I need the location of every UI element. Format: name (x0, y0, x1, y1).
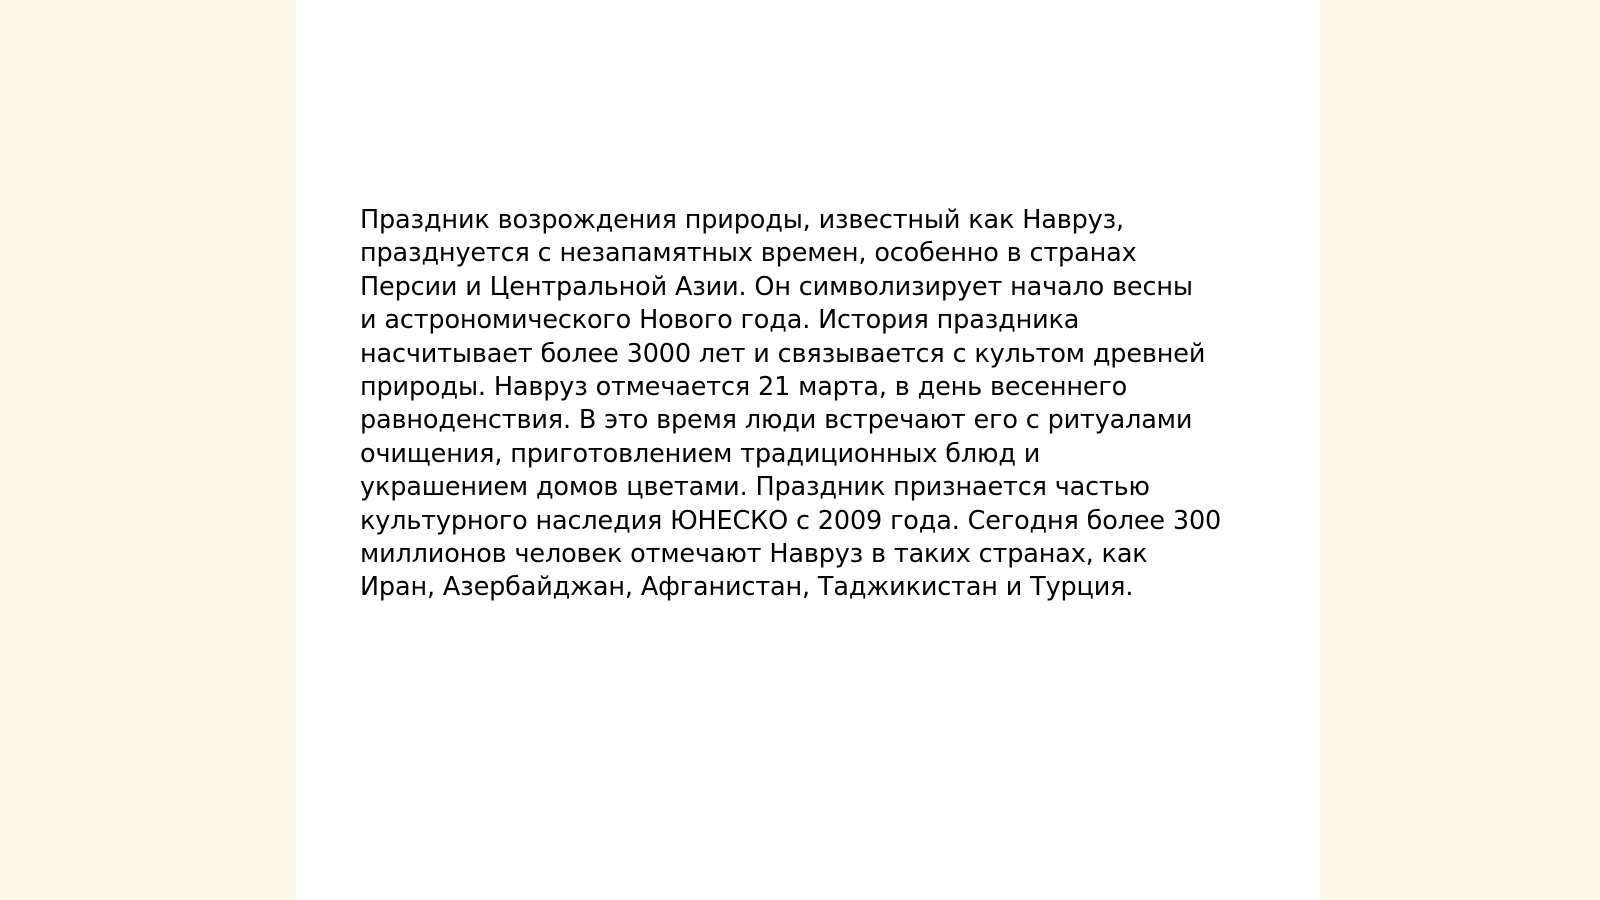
paragraph-line: миллионов человек отмечают Навруз в таких странах, как (360, 539, 1148, 570)
paragraph-line: насчитывает более 3000 лет и связывается с культом древней (360, 338, 1206, 369)
body-paragraph (360, 204, 1240, 605)
paragraph-line: Праздник возрождения природы, известный как Навруз, (360, 205, 1124, 235)
paragraph-line: и астрономического Нового года. История праздника (360, 305, 1080, 336)
paragraph-line: Иран, Азербайджан, Афганистан, Таджикистан и Турция. (360, 572, 1134, 603)
paragraph-line: празднуется с незапамятных времен, особенно в странах (360, 238, 1137, 269)
paragraph-line: равноденствия. В это время люди встречают его с ритуалами (360, 405, 1193, 436)
paragraph-line: украшением домов цветами. Праздник признается частью (360, 472, 1150, 503)
paragraph-line: очищения, приготовлением традиционных блюд и (360, 438, 1041, 469)
document-page (296, 0, 1320, 900)
paragraph-line: Персии и Центральной Азии. Он символизирует начало весны (360, 271, 1193, 302)
paragraph-line: природы. Навруз отмечается 21 марта, в день весеннего (360, 372, 1128, 403)
paragraph-line: культурного наследия ЮНЕСКО с 2009 года. Сегодня более 300 (360, 505, 1222, 536)
